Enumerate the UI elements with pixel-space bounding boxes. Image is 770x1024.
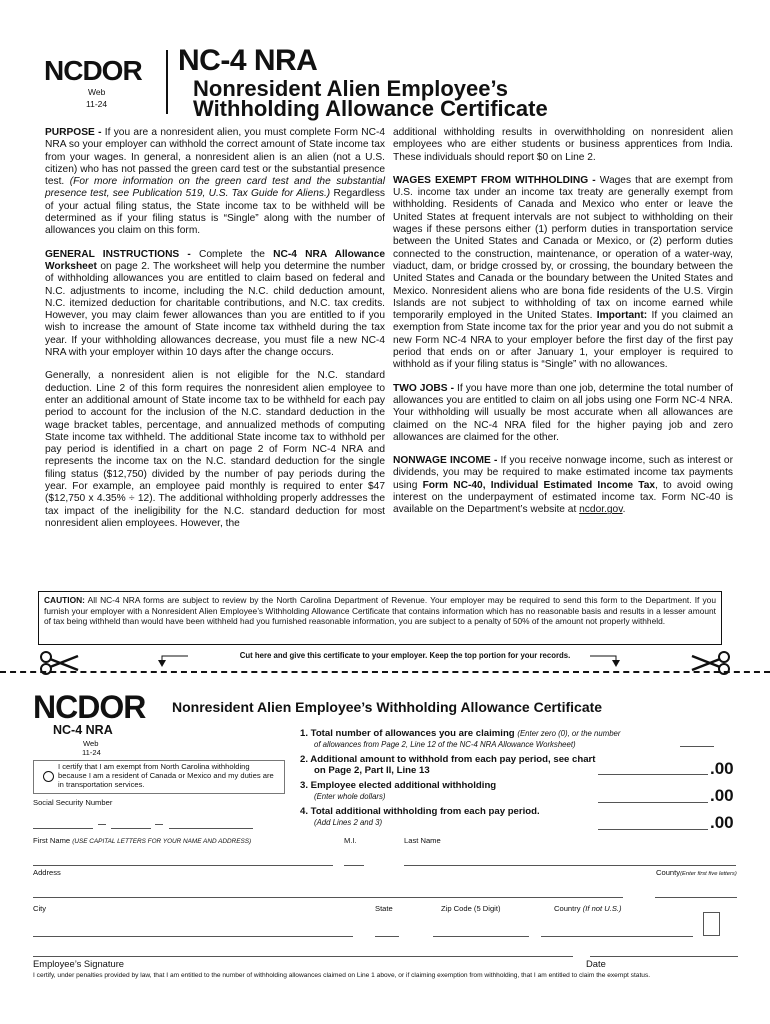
logo-dor: DOR — [82, 55, 142, 86]
ncdor-link[interactable]: ncdor.gov — [579, 504, 623, 516]
left-arrow-line — [162, 656, 188, 662]
additional-paragraph: additional withholding results in overwithholding on nonresident alien employees who are either students or business apprentices from India. These individuals should report $0 on Line 2. — [393, 127, 733, 163]
line3-cents: .00 — [710, 786, 734, 805]
country-input[interactable] — [541, 926, 693, 937]
last-name-label: Last Name — [404, 836, 441, 845]
cert-web: Web — [83, 739, 99, 748]
line1-label — [300, 728, 620, 739]
line4-input[interactable] — [598, 819, 708, 830]
exempt-text: I certify that I am exempt from North Carolina withholding because I am a resident of Canada or Mexico and my duties are in transportation services. — [58, 762, 274, 789]
date-label: Date — [586, 958, 606, 969]
general-text2: on page 2. The worksheet will help you determine the number of withholding allowances you are entitled to claim based on federal and N.C. adjustments to income, including the N.C. child deduction amount, N.C. itemized deduction for charitable contributions, and N.C. tax credits. However, you may claim fewer allowances than you are entitled to if you wish to increase the amount of State income tax withheld during the tax year. If your withholding allowances decrease, you must file a new NC-4 NRA with your employer within 10 days after the change occurs. — [45, 260, 385, 359]
general-heading: GENERAL INSTRUCTIONS - — [45, 248, 191, 260]
line3-label: 3. Employee elected additional withholding — [300, 780, 497, 791]
state-label: State — [375, 904, 393, 913]
zip-input[interactable] — [433, 926, 529, 937]
signature-label: Employee’s Signature — [33, 958, 125, 969]
wages-text: Wages that are exempt from U.S. income tax under an income tax treaty are generally exempt from withholding. Residents of Canada and Mexico who enter or leave the United States at frequent intervals are not subject to withholding on their wages if these persons either (1) perform duties in transportation service between the United States and Canada or Mexico, or (2) perform duties connected to the construction, maintenance, or operation of a water-way, viaduct, dam, or bridge crossed by, or crossing, the boundary between the United States and Canada or the boundary between the United States and Mexico. Nonresident aliens who are bona fide residents of the U.S. Virgin Islands are not subject to withholding of tax on income earned while temporarily employed in the United States. — [393, 174, 733, 322]
country-note: (If not U.S.) — [582, 904, 622, 913]
exempt-checkbox[interactable] — [43, 771, 54, 782]
ssn-label: Social Security Number — [33, 798, 113, 807]
certificate-title: Nonresident Alien Employee’s Withholding Allowance Certificate — [172, 699, 603, 715]
cut-arrows — [150, 652, 630, 672]
nonwage-text1: If you receive nonwage income, such as interest or dividends, you may be required to make estimated income tax payments using — [393, 455, 733, 491]
line4-sub: (Add Lines 2 and 3) — [314, 818, 383, 827]
generally-paragraph: Generally, a nonresident alien is not eligible for the N.C. standard deduction. Line 2 of this form requires the nonresident alien employee to enter an additional amount of State income tax to be withheld for each pay period to account for the inclusion of the N.C. standard deduction in the wage bracket tables, percentage, and annualized methods of computing State income tax withheld. The additional State income tax to withhold per pay period is identified in a chart on page 2 of Form NC-4 NRA and represents the income tax on the N.C. standard deduction for the single filing status ($12,750) divided by the number of pay periods during the year. For example, an employee paid monthly is required to enter $47 ($12,750 x 4.35% ÷ 12). The additional withholding properly addresses the tax impact of the ineligibility for the N.C. standard deduction for most nonresident alien employees. However, the — [45, 370, 385, 529]
certify-statement: I certify, under penalties provided by law, that I am entitled to the number of withholding allowances claimed on Line 1 above, or if claiming exemption from withholding, that I am entitled to claim the exempt status. — [33, 972, 651, 979]
purpose-italic: (For more information on the green card test and the substantial presence test, see Publication 519, U.S. Tax Guide for Aliens.) — [45, 176, 385, 200]
city-label: City — [33, 904, 47, 913]
city-input[interactable] — [33, 926, 353, 937]
purpose-heading: PURPOSE - — [45, 127, 102, 138]
ncdor-logo-top — [44, 56, 142, 86]
two-jobs-paragraph — [393, 383, 733, 444]
nonwage-text2: , to avoid owing interest on the underpayment of estimated income tax. Form NC-40 is available on the Department’s website at — [393, 479, 734, 516]
purpose-text2: Regardless of your actual filing status, the State income tax to be withheld will be determined as if your filing status is “Single” along with the number of allowances you claim on this form. — [45, 188, 385, 237]
mi-input[interactable] — [344, 855, 364, 866]
county-note: (Enter first five letters) — [680, 871, 737, 877]
line1-input[interactable] — [680, 736, 714, 747]
purpose-text: If you are a nonresident alien, you must complete Form NC-4 NRA so your employer can withhold the correct amount of State income tax from your wages. In general, a nonresident alien is an alien (not a U.S. citizen) who has not passed the green card test or the substantial presence test. — [45, 127, 385, 188]
wages-heading: WAGES EXEMPT FROM WITHHOLDING - — [393, 174, 596, 186]
county-input[interactable] — [655, 887, 737, 898]
right-arrow-head — [612, 660, 620, 667]
cut-instruction-text: Cut here and give this certificate to your employer. Keep the top portion for your records. — [239, 651, 571, 660]
form-title-line1: Nonresident Alien Employee’s — [193, 76, 509, 101]
wages-exempt-paragraph — [393, 175, 733, 372]
purpose-paragraph — [45, 127, 385, 238]
line2-label-2: on Page 2, Part II, Line 13 — [314, 765, 430, 776]
instructions-left-column — [45, 127, 385, 541]
header-divider — [166, 50, 168, 114]
left-arrow-head — [158, 660, 166, 667]
twojobs-heading: TWO JOBS - — [393, 382, 454, 394]
line1-sub: (Enter zero (0), or the number — [517, 729, 621, 738]
line2-cents: .00 — [710, 759, 734, 778]
web-label: Web — [88, 87, 106, 97]
cert-form-number: NC-4 NRA — [53, 723, 113, 737]
caution-text: All NC-4 NRA forms are subject to review by the North Carolina Department of Revenue. Your employer may be required to send this form to the Department. If you furnish your employer with a Nonresident Alien Employee’s Withholding Allowance Certificate that contains information which has no reasonable basis and results in a lesser amount of tax being withheld than would have been withheld had you furnished reasonable information, you are subject to a penalty of 50% of the amount not properly withheld. — [44, 595, 716, 626]
form-number: NC-4 NRA — [178, 44, 318, 77]
line3-input[interactable] — [598, 792, 708, 803]
important-heading: Important: — [596, 310, 648, 322]
general-text1: Complete the — [190, 248, 274, 260]
signature-line[interactable] — [33, 955, 573, 957]
caution-box — [38, 591, 722, 645]
form-title-line2: Withholding Allowance Certificate — [193, 96, 548, 121]
important-text: If you claimed an exemption from State income tax for the prior year and you do not submit a new Form NC-4 NRA to your employer before the first day of the first pay period that ends on or after January 1, your employer is required to withhold as if your filing status is “Single” with no allowances. — [393, 310, 734, 371]
line1-bold: 1. Total number of allowances you are claiming — [300, 728, 515, 739]
nonwage-end: . — [622, 504, 626, 516]
line3-sub: (Enter whole dollars) — [314, 792, 386, 801]
first-name-note: (USE CAPITAL LETTERS FOR YOUR NAME AND ADDRESS) — [72, 838, 252, 845]
nonwage-paragraph — [393, 455, 733, 516]
first-name-input[interactable] — [33, 855, 333, 866]
logo-nc: NC — [44, 55, 83, 86]
zip-label: Zip Code (5 Digit) — [441, 904, 501, 913]
cut-line — [0, 671, 770, 673]
right-arrow-line — [590, 656, 616, 662]
line4-cents: .00 — [710, 813, 734, 832]
state-input[interactable] — [375, 926, 399, 937]
date-line[interactable] — [590, 955, 738, 957]
last-name-input[interactable] — [404, 855, 736, 866]
caution-heading: CAUTION: — [44, 595, 85, 605]
county-label: County(Enter first five letters) — [656, 868, 737, 877]
line1-sub2: of allowances from Page 2, Line 12 of the NC-4 NRA Allowance Worksheet) — [314, 740, 576, 749]
general-bold: NC-4 NRA Allowance Worksheet — [45, 248, 385, 272]
cert-version: 11-24 — [82, 748, 101, 757]
instructions-right-column — [393, 127, 733, 528]
ssn-input[interactable] — [33, 818, 253, 832]
cert-logo-dor: DOR — [77, 689, 146, 725]
nonwage-bold: Form NC-40, Individual Estimated Income Tax — [422, 479, 656, 491]
country-label: Country (If not U.S.) — [554, 904, 622, 913]
general-instructions-paragraph — [45, 249, 385, 360]
nonwage-heading: NONWAGE INCOME - — [393, 455, 498, 467]
line2-label: 2. Additional amount to withhold from each pay period, see chart — [300, 754, 596, 765]
line2-input[interactable] — [598, 764, 708, 775]
ncdor-logo-certificate — [33, 690, 145, 724]
address-input[interactable] — [33, 887, 623, 898]
twojobs-text: If you have more than one job, determine the total number of allowances you are entitled to claim on all jobs using one Form NC-4 NRA. Your withholding will usually be most accurate when all allowances are claimed on the NC-4 NRA filed for the higher paying job and zero allowances are claimed for the other. — [393, 382, 733, 443]
cert-logo-nc: NC — [33, 689, 78, 725]
mi-label: M.I. — [344, 836, 357, 845]
first-name-label: First Name (USE CAPITAL LETTERS FOR YOUR NAME AND ADDRESS) — [33, 836, 252, 845]
address-label: Address — [33, 868, 61, 877]
line4-label: 4. Total additional withholding from each pay period. — [300, 806, 540, 817]
country-box[interactable] — [703, 912, 720, 936]
version-label: 11-24 — [86, 99, 108, 109]
